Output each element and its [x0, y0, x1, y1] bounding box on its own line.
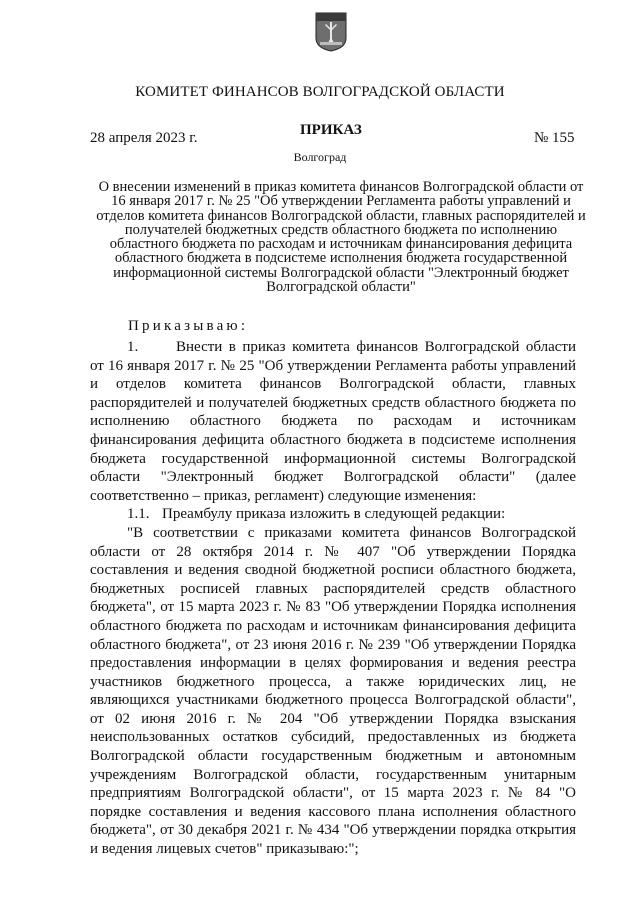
order-number: № 155 — [534, 130, 575, 146]
order-date: 28 апреля 2023 г. — [90, 130, 198, 146]
paragraph-1-text: Внести в приказ комитета финансов Волгоградской области от 16 января 2017 г. № 25 "Об утверждении Регламента работы управлений и отделов комитета финансов Волгоградской области, главных распорядителей и получателей бюджетных средств областного бюджета по исполнению областного бюджета по расходам и источникам финансирования дефицита областного бюджета в подсистеме исполнения бюджета государственной информационной системы Волгоградской области "Электронный бюджет Волгоградской области" (далее соответственно – приказ, регламент) следующие изменения: — [90, 339, 576, 504]
paragraph-1 — [90, 338, 576, 505]
committee-name: КОМИТЕТ ФИНАНСОВ ВОЛГОГРАДСКОЙ ОБЛАСТИ — [135, 84, 505, 100]
document-type-title: ПРИКАЗ — [300, 122, 362, 138]
paragraph-1-1-number: 1.1. — [127, 506, 150, 523]
city-name: Волгоград — [293, 150, 347, 164]
coat-of-arms-emblem — [315, 12, 347, 52]
paragraph-1-1-text: Преамбулу приказа изложить в следующей редакции: — [162, 506, 506, 523]
order-body — [90, 338, 576, 859]
order-subject: О внесении изменений в приказ комитета финансов Волгоградской области от 16 января 2017 г. № 25 "Об утверждении Регламента работы управлений и отделов комитета финансов Волгоградской области, главных распорядителей и получателей бюджетных средств областного бюджета по исполнению областного бюджета по расходам и источникам финансирования дефицита областного бюджета в подсистеме исполнения бюджета государственной информационной системы Волгоградской области "Электронный бюджет Волгоградской области" — [96, 179, 586, 296]
order-directive: Приказываю: — [128, 318, 249, 334]
paragraph-1-1 — [90, 505, 576, 524]
paragraph-preamble: "В соответствии с приказами комитета финансов Волгоградской области от 28 октября 2014 г. № 407 "Об утверждении Порядка составления и ведения сводной бюджетной росписи областного бюджета, бюджетных росписей главных распорядителей средств областного бюджета", от 15 марта 2023 г. № 83 "Об утверждении Порядка исполнения областного бюджета по расходам и источникам финансирования дефицита областного бюджета", от 23 июня 2016 г. № 239 "Об утверждении Порядка предоставления информации в целях формирования и ведения реестра участников бюджетного процесса, а также юридических лиц, не являющихся участниками бюджетного процесса Волгоградской области", от 02 июня 2016 г. № 204 "Об утверждении Порядка взыскания неиспользованных остатков субсидий, предоставленных из бюджета Волгоградской области государственным бюджетным и автономным учреждениям Волгоградской области, государственным унитарным предприятиям Волгоградской области", от 15 марта 2023 г. № 84 "О порядке составления и ведения кассового плана исполнения областного бюджета", от 30 декабря 2021 г. № 434 "Об утверждении порядка открытия и ведения лицевых счетов" приказываю:"; — [90, 524, 576, 858]
paragraph-1-number: 1. — [127, 339, 139, 355]
